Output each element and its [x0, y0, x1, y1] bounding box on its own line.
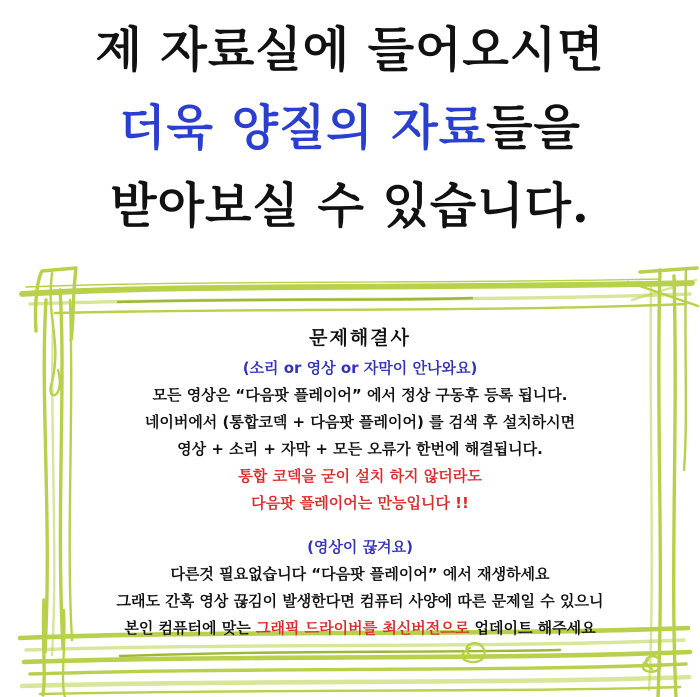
sketch-corner-stroke [640, 268, 697, 272]
section1-line2: 네이버에서 (통합코덱 + 다음팟 플레이어) 를 검색 후 설치하시면 [144, 413, 576, 431]
headline-line-2-black-text: 들을 [486, 100, 581, 156]
section2-line2: 그래도 간혹 영상 끊김이 발생한다면 컴퓨터 사양에 따른 문제일 수 있으니 [116, 592, 604, 610]
sketch-top-stroke [55, 304, 686, 313]
section2-line3-prefix: 본인 컴퓨터에 맞는 [124, 619, 256, 637]
headline-line-2-blue-text: 더욱 양질의 자료 [119, 100, 487, 156]
section1-line1: 모든 영상은 “다음팟 플레이어” 에서 정상 구동후 등록 됩니다. [152, 386, 568, 404]
section2-line1: 다른것 필요없습니다 “다음팟 플레이어” 에서 재생하세요 [170, 565, 550, 583]
headline-line-3-text: 받아보실 수 있습니다. [110, 178, 590, 234]
section1-heading: (소리 or 영상 or 자막이 안나와요) [242, 359, 478, 377]
panel-title: 문제해결사 [309, 327, 411, 349]
section1-line3: 영상 + 소리 + 자막 + 모든 오류가 한번에 해결됩니다. [177, 440, 543, 458]
section2-line3-red: 그래픽 드라이버를 최신버전으로 [255, 619, 470, 637]
sketch-bottom-stroke [30, 664, 686, 674]
headline-line-1-text: 제 자료실에 들어오시면 [95, 22, 605, 78]
section2-line3 [20, 615, 700, 642]
section2-heading: (영상이 끊겨요) [307, 538, 413, 556]
sketch-bottom-stroke [40, 687, 680, 694]
section2-line3-suffix: 업데이트 해주세요 [469, 619, 596, 637]
troubleshooter-panel [0, 326, 700, 642]
sketch-bottom-stroke [22, 677, 689, 686]
section1-warning1: 통합 코덱을 굳이 설치 하지 않더라도 [238, 467, 482, 485]
section1-warning2: 다음팟 플레이어는 만능입니다 !! [251, 494, 469, 512]
